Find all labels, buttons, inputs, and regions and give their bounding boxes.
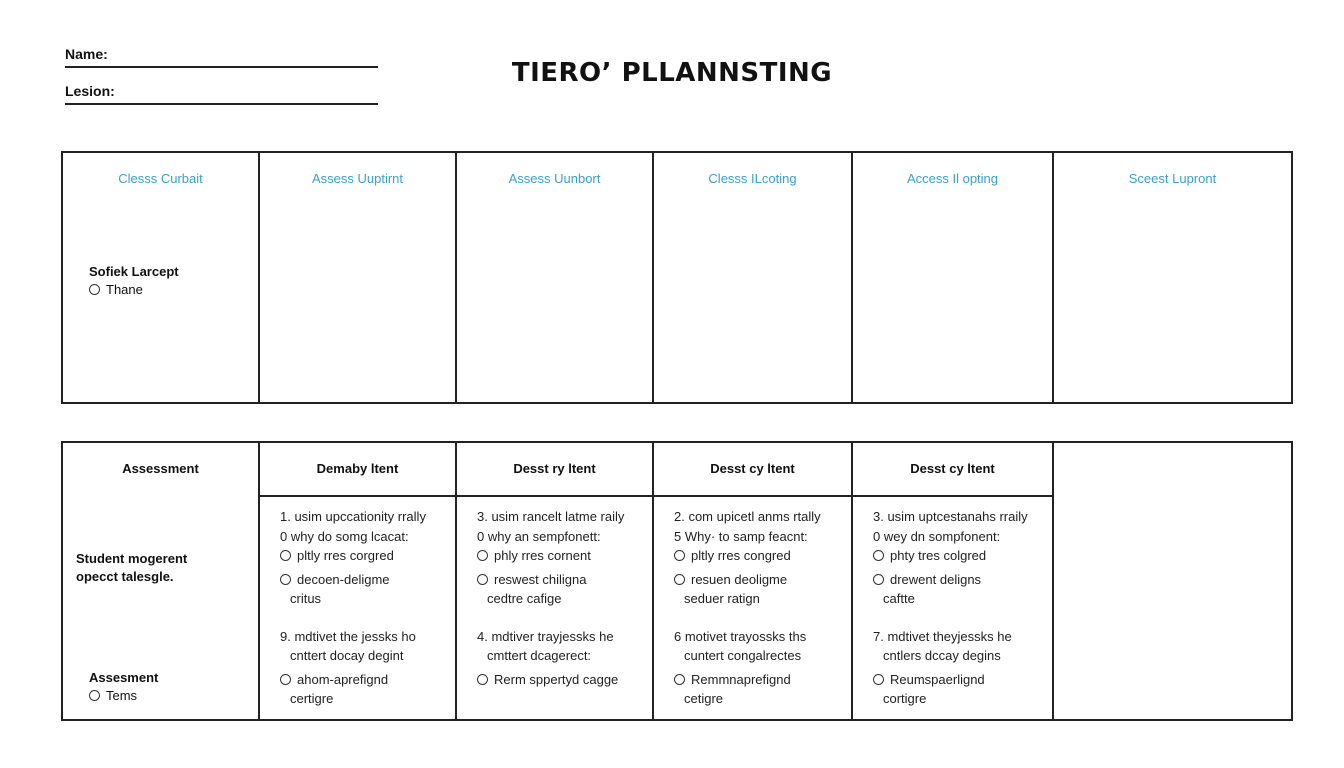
item-line: cnttert docay degint <box>290 648 404 663</box>
item-line: 0 why an sempfonett: <box>477 528 601 544</box>
student-outcome-line1: Student mogerent <box>76 551 188 566</box>
option[interactable] <box>280 570 455 590</box>
lesson-label: Lesion: <box>65 83 115 99</box>
option-label: reswest chiligna <box>494 571 587 587</box>
side-assessment-option-label: Tems <box>106 688 138 703</box>
top-column-3 <box>456 152 653 403</box>
item-line: 1. usim upccationity rrally <box>280 509 426 524</box>
side-concept-label: Sofiek Larcept <box>89 264 179 279</box>
item-line: cntlers dccay degins <box>883 648 1001 663</box>
option-label: resuen deoligme <box>691 571 788 587</box>
page-title <box>0 58 1344 88</box>
item-line: 7. mdtivet theyjessks he <box>873 628 1012 644</box>
top-column-header: Assess Uuptirnt <box>311 171 404 186</box>
top-column-header: Assess Uunbort <box>508 171 601 186</box>
item-line: seduer ratign <box>684 591 760 606</box>
item-line: 6 motivet trayossks ths <box>674 628 807 644</box>
radio-icon[interactable] <box>280 574 291 585</box>
top-column-2 <box>259 152 456 403</box>
item-line: 3. usim rancelt latme raily <box>477 509 625 524</box>
radio-icon[interactable] <box>674 574 685 585</box>
radio-icon[interactable] <box>280 674 291 685</box>
option-label: decoen-deligme <box>297 571 390 587</box>
cell-content <box>853 497 1052 709</box>
column-header: Demaby ltent <box>316 461 399 476</box>
item-line: 0 wey dn sompfonent: <box>873 528 1001 544</box>
item-line: certigre <box>290 691 334 706</box>
top-column-header: Clesss Curbait <box>118 171 203 186</box>
radio-icon[interactable] <box>674 550 685 561</box>
radio-icon[interactable] <box>873 550 884 561</box>
side-assessment <box>89 669 158 705</box>
item-line: cedtre cafige <box>487 591 562 606</box>
item-line: cuntert congalrectes <box>684 648 802 663</box>
radio-icon[interactable] <box>477 674 488 685</box>
option[interactable] <box>477 670 652 690</box>
bottom-header-3 <box>653 442 852 496</box>
cell-content <box>654 497 851 709</box>
side-assessment-label: Assesment <box>89 670 159 685</box>
option-label: ahom-aprefignd <box>297 671 389 687</box>
top-column-header: Clesss ILcoting <box>708 171 797 186</box>
option-label: drewent deligns <box>890 571 982 587</box>
option[interactable] <box>674 546 851 566</box>
option-label: phty tres colgred <box>890 548 987 563</box>
bottom-cell-4 <box>852 496 1053 720</box>
option[interactable] <box>674 570 851 590</box>
option-label: phly rres cornent <box>494 548 591 563</box>
top-column-5 <box>852 152 1053 403</box>
option[interactable] <box>873 670 1052 690</box>
item-line: 4. mdtiver trayjessks he <box>477 628 614 644</box>
item-line: critus <box>290 591 322 606</box>
student-outcome <box>76 550 187 586</box>
bottom-header-4 <box>852 442 1053 496</box>
option-label: pltly rres congred <box>691 548 791 563</box>
column-header: Desst cy ltent <box>910 461 995 476</box>
item-line: cortigre <box>883 691 927 706</box>
bottom-cell-1 <box>259 496 456 720</box>
radio-icon[interactable] <box>280 550 291 561</box>
top-column-4 <box>653 152 852 403</box>
cell-content <box>457 497 652 689</box>
top-column-header: Access Il opting <box>906 171 999 186</box>
option-label: pltly rres corgred <box>297 548 394 563</box>
item-line: 5 Why· to samp feacnt: <box>674 528 808 544</box>
side-concept-option-label: Thane <box>106 282 143 297</box>
assessment-header: Assessment <box>122 461 199 476</box>
option[interactable] <box>280 546 455 566</box>
page-title-text: TIERO’ PLLANNSTING <box>511 58 833 88</box>
side-assessment-option[interactable] <box>89 687 158 705</box>
option[interactable] <box>674 670 851 690</box>
top-planning-table <box>61 151 1293 404</box>
top-column-1 <box>62 152 259 403</box>
bottom-empty-column <box>1053 442 1292 720</box>
option[interactable] <box>477 546 652 566</box>
option[interactable] <box>873 570 1052 590</box>
radio-icon[interactable] <box>89 284 100 295</box>
item-line: 3. usim uptcestanahs rraily <box>873 509 1028 524</box>
name-label: Name: <box>65 46 108 62</box>
radio-icon[interactable] <box>89 690 100 701</box>
radio-icon[interactable] <box>873 574 884 585</box>
cell-content <box>260 497 455 709</box>
option-label: Reumspaerlignd <box>890 671 985 687</box>
top-column-header: Sceest Lupront <box>1128 171 1217 186</box>
item-line: caftte <box>883 591 915 606</box>
item-line: 9. mdtivet the jessks ho <box>280 628 416 644</box>
radio-icon[interactable] <box>477 550 488 561</box>
top-column-6 <box>1053 152 1292 403</box>
option-label: Rerm sppertyd cagge <box>494 671 619 687</box>
radio-icon[interactable] <box>674 674 685 685</box>
assessment-side-column <box>62 442 259 720</box>
radio-icon[interactable] <box>477 574 488 585</box>
item-line: 0 why do somg lcacat: <box>280 528 409 544</box>
student-outcome-line2: opecct talesgle. <box>76 569 174 584</box>
bottom-header-2 <box>456 442 653 496</box>
column-header: Desst ry ltent <box>513 461 596 476</box>
item-line: cmttert dcagerect: <box>487 648 592 663</box>
item-line: cetigre <box>684 691 724 706</box>
option-label: Remmnaprefignd <box>691 671 791 687</box>
option[interactable] <box>280 670 455 690</box>
column-header: Desst cy ltent <box>710 461 795 476</box>
bottom-cell-3 <box>653 496 852 720</box>
option[interactable] <box>873 546 1052 566</box>
assessment-table <box>61 441 1293 721</box>
bottom-cell-2 <box>456 496 653 720</box>
option[interactable] <box>477 570 652 590</box>
bottom-header-1 <box>259 442 456 496</box>
side-concept-option[interactable] <box>89 281 179 299</box>
radio-icon[interactable] <box>873 674 884 685</box>
item-line: 2. com upicetl anms rtally <box>674 509 821 524</box>
side-concept <box>89 263 179 299</box>
